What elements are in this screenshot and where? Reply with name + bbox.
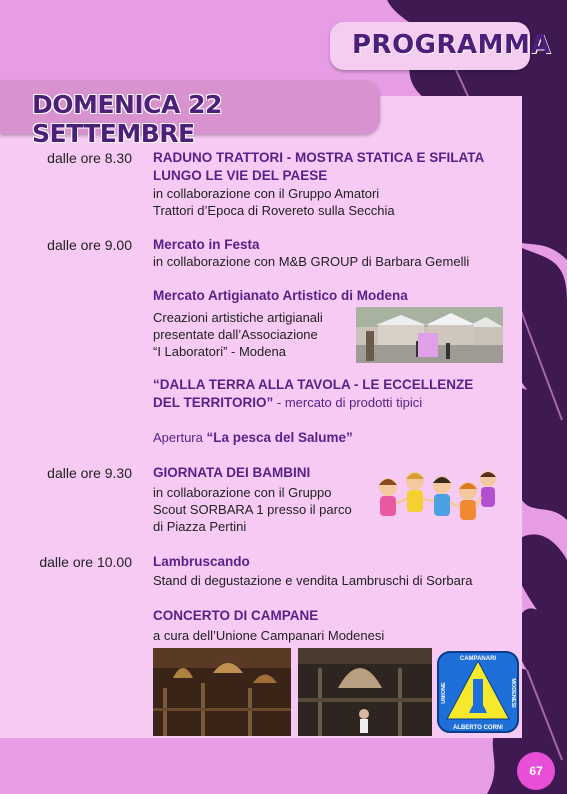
event-title: Mercato in Festa bbox=[153, 237, 260, 252]
event-desc: in collaborazione con il Gruppo bbox=[153, 485, 332, 500]
logo-text-left: UNIONE bbox=[441, 682, 447, 704]
event-desc: in collaborazione con il Gruppo Amatori bbox=[153, 186, 380, 201]
event-desc: Trattori d’Epoca di Rovereto sulla Secchia bbox=[153, 203, 395, 218]
event-desc: Scout SORBARA 1 presso il parco bbox=[153, 502, 352, 517]
event-title: “La pesca del Salume” bbox=[206, 430, 353, 445]
event-title: DEL TERRITORIO” bbox=[153, 395, 274, 410]
section-header bbox=[330, 22, 552, 70]
logo-text-right: MODENESI bbox=[510, 678, 516, 708]
section-title: PROGRAMMA bbox=[352, 30, 552, 60]
bells-photo-1 bbox=[153, 648, 291, 736]
event-title-line bbox=[153, 395, 422, 410]
event-desc: in collaborazione con M&B GROUP di Barbara Gemelli bbox=[153, 254, 470, 269]
event-time: dalle ore 9.00 bbox=[47, 237, 132, 253]
event-time: dalle ore 8.30 bbox=[47, 150, 132, 166]
event-prefix: Apertura bbox=[153, 430, 207, 445]
event-title: Lambruscando bbox=[153, 554, 250, 569]
event-desc: di Piazza Pertini bbox=[153, 519, 247, 534]
event-title: “DALLA TERRA ALLA TAVOLA - LE ECCELLENZE bbox=[153, 377, 474, 392]
event-title: RADUNO TRATTORI - MOSTRA STATICA E SFILATA bbox=[153, 150, 485, 165]
event-desc: presentate dall’Associazione bbox=[153, 327, 318, 342]
event-title: LUNGO LE VIE DEL PAESE bbox=[153, 168, 328, 183]
page-number: 67 bbox=[517, 752, 555, 790]
event-desc: - mercato di prodotti tipici bbox=[273, 395, 423, 410]
event-date: DOMENICA 22 SETTEMBRE bbox=[32, 90, 222, 148]
event-time: dalle ore 9.30 bbox=[47, 465, 132, 481]
event-time: dalle ore 10.00 bbox=[39, 554, 132, 570]
event-title: CONCERTO DI CAMPANE bbox=[153, 608, 319, 623]
event-desc: Creazioni artistiche artigianali bbox=[153, 310, 323, 325]
event-line bbox=[153, 430, 353, 445]
market-photo bbox=[356, 307, 503, 363]
campanari-logo bbox=[437, 651, 519, 733]
event-desc: Stand di degustazione e vendita Lambruschi di Sorbara bbox=[153, 573, 473, 588]
children-illustration bbox=[370, 467, 500, 531]
logo-text-bottom: ALBERTO CORNI bbox=[453, 725, 503, 731]
event-title: GIORNATA DEI BAMBINI bbox=[153, 465, 311, 480]
logo-text-top: CAMPANARI bbox=[459, 656, 497, 662]
event-title: Mercato Artigianato Artistico di Modena bbox=[153, 288, 408, 303]
bells-photo-2 bbox=[298, 648, 432, 736]
date-banner bbox=[0, 80, 380, 148]
event-desc: a cura dell’Unione Campanari Modenesi bbox=[153, 628, 385, 643]
event-desc: “I Laboratori” - Modena bbox=[153, 344, 286, 359]
